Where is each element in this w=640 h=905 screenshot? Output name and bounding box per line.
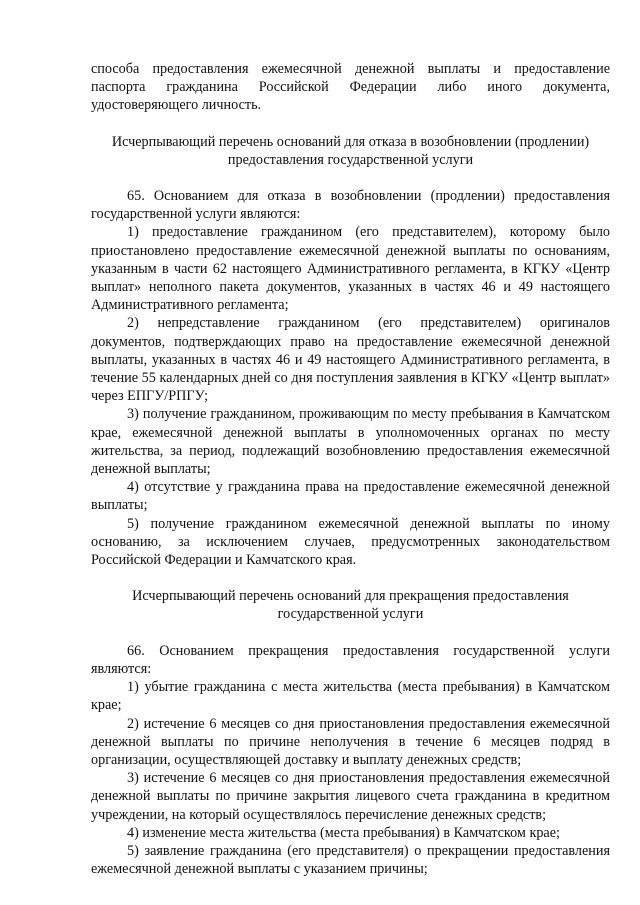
clause-66-item: 5) заявление гражданина (его представителя) о прекращении предоставления ежемесячной денежной выплаты с указанием причины; xyxy=(91,842,610,878)
clause-65-lead: 65. Основанием для отказа в возобновлении (продлении) предоставления государственной услуги являются: xyxy=(91,188,610,223)
intro-paragraph: способа предоставления ежемесячной денежной выплаты и предоставление паспорта гражданина Российской Федерации либо иного документа, удостоверяющего личность. xyxy=(91,61,610,114)
clause-66-item: 3) истечение 6 месяцев со дня приостановления предоставления ежемесячной денежной выплаты по причине закрытия лицевого счета гражданина в кредитном учреждении, на который осуществлялось перечисление денежных средств; xyxy=(91,770,610,823)
document-page xyxy=(91,60,610,878)
clause-65-item: 5) получение гражданином ежемесячной денежной выплаты по иному основанию, за исключением случаев, предусмотренных законодательством Российской Федерации и Камчатского края. xyxy=(91,515,610,569)
clause-65-item: 2) непредставление гражданином (его представителем) оригиналов документов, подтверждающих право на предоставление ежемесячной денежной выплаты, указанных в частях 46 и 49 настоящего Административного регламента, в течение 55 календарных дней со дня поступления заявления в КГКУ «Центр выплат» через ЕПГУ/РПГУ; xyxy=(91,315,610,405)
section-heading-termination: Исчерпывающий перечень оснований для прекращения предоставления государственной услуги xyxy=(132,588,569,623)
clause-66-item: 2) истечение 6 месяцев со дня приостановления предоставления ежемесячной денежной выплаты по причине неполучения в течение 6 месяцев подряд в организации, осуществляющей доставку и выплату денежных средств; xyxy=(91,715,610,768)
clause-65-item: 4) отсутствие у гражданина права на предоставление ежемесячной денежной выплаты; xyxy=(91,479,610,514)
clause-65-item: 1) предоставление гражданином (его представителем), которому было приостановлено предоставление ежемесячной денежной выплаты по основаниям, указанным в части 62 настоящего Административного регламента, в КГКУ «Центр выплат» неполного пакета документов, указанных в частях 46 и 49 настоящего Административного регламента; xyxy=(91,224,610,314)
clause-66-item: 4) изменение места жительства (места пребывания) в Камчатском крае; xyxy=(127,824,560,841)
clause-65-item: 3) получение гражданином, проживающим по месту пребывания в Камчатском крае, ежемесячной денежной выплаты в уполномоченных органах по месту жительства, за период, подлежащий возобновлению предоставления ежемесячной денежной выплаты; xyxy=(91,406,610,478)
clause-66-lead: 66. Основанием прекращения предоставления государственной услуги являются: xyxy=(91,642,610,677)
section-heading-refusal: Исчерпывающий перечень оснований для отказа в возобновлении (продлении) предоставления государственной услуги xyxy=(111,133,590,168)
clause-66-item: 1) убытие гражданина с места жительства (места пребывания) в Камчатском крае; xyxy=(91,679,610,714)
